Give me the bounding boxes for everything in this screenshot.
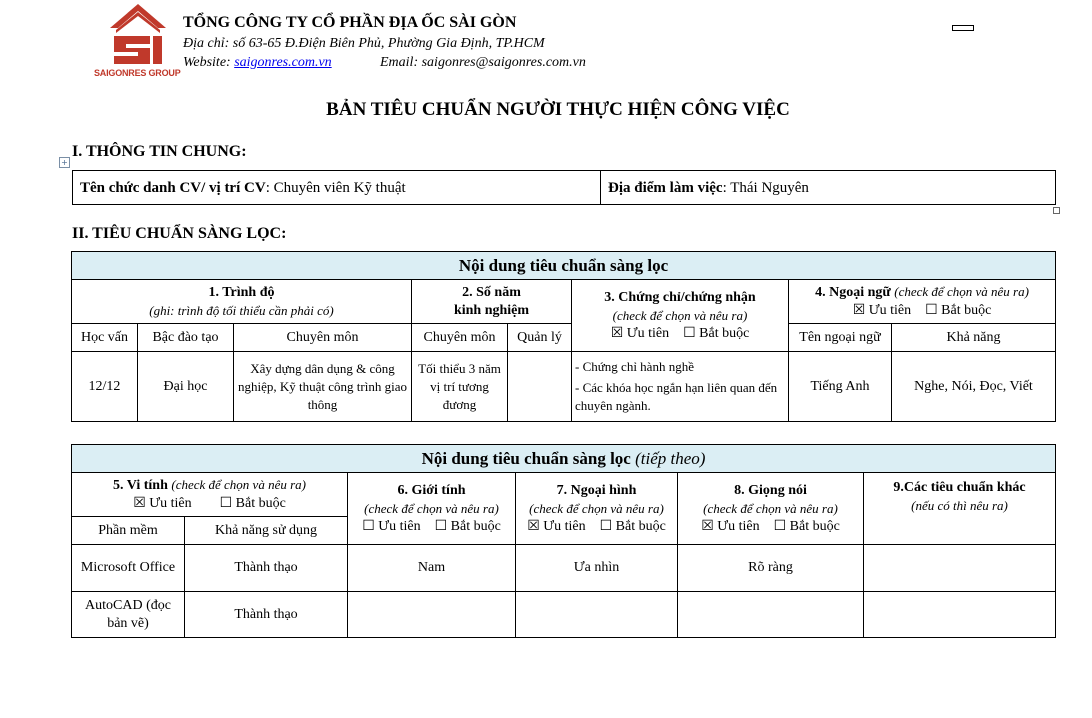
location-label: Địa điểm làm việc	[608, 179, 723, 196]
cell-kn-quan-ly	[508, 352, 572, 422]
cell-gender: Nam	[348, 545, 516, 592]
cell-kha-nang: Nghe, Nói, Đọc, Viết	[892, 352, 1056, 422]
certificate-title: 3. Chứng chỉ/chứng nhận	[604, 289, 756, 305]
website-link[interactable]: saigonres.com.vn	[234, 55, 332, 70]
chung-chi-item-2: - Các khóa học ngắn hạn liên quan đến chuyên ngành.	[575, 380, 778, 413]
certificate-header	[572, 280, 789, 352]
company-address: Địa chỉ: số 63-65 Đ.Điện Biên Phủ, Phường Gia Định, TP.HCM	[183, 36, 545, 51]
computer-header	[72, 473, 348, 517]
computer-priority-checkbox[interactable]: ☒ Ưu tiên	[133, 496, 192, 511]
voice-note: (check để chọn và nêu ra)	[703, 500, 838, 516]
voice-header	[678, 473, 864, 545]
voice-priority-checkbox[interactable]: ☒ Ưu tiên	[701, 518, 760, 534]
table1-title: Nội dung tiêu chuẩn sàng lọc	[72, 252, 1056, 280]
language-required-checkbox[interactable]: ☐ Bắt buộc	[925, 303, 992, 318]
col-ten-ngoai-ngu: Tên ngoại ngữ	[789, 324, 892, 352]
education-title: 1. Trình độ	[208, 284, 275, 300]
cell-ngoai-ngu: Tiếng Anh	[789, 352, 892, 422]
company-website	[183, 55, 332, 71]
col-chuyen-mon: Chuyên môn	[234, 324, 412, 352]
table-move-handle[interactable]: +	[59, 157, 70, 168]
col-kn-chuyen-mon: Chuyên môn	[412, 324, 508, 352]
gender-note: (check để chọn và nêu ra)	[364, 500, 499, 516]
section-general-info-heading: I. THÔNG TIN CHUNG:	[72, 143, 247, 160]
gender-required-checkbox[interactable]: ☐ Bắt buộc	[434, 518, 501, 534]
position-label: Tên chức danh CV/ vị trí CV	[80, 179, 266, 196]
computer-required-checkbox[interactable]: ☐ Bắt buộc	[219, 496, 286, 511]
voice-required-checkbox[interactable]: ☐ Bắt buộc	[773, 518, 840, 534]
language-title: 4. Ngoại ngữ	[815, 285, 891, 300]
computer-note: (check để chọn và nêu ra)	[171, 477, 306, 492]
cell-hoc-van: 12/12	[72, 352, 138, 422]
cell-other	[864, 545, 1056, 592]
cell-kn-chuyen-mon: Tối thiểu 3 năm vị trí tương đương	[412, 352, 508, 422]
computer-title: 5. Vi tính	[113, 478, 168, 493]
certificate-priority-checkbox[interactable]: ☒ Ưu tiên	[610, 325, 670, 341]
education-note: (ghi: trình độ tối thiểu cần phải có)	[149, 302, 334, 318]
cell-chung-chi	[572, 352, 789, 422]
col-bac-dao-tao: Bậc đào tạo	[138, 324, 234, 352]
table2-title	[72, 445, 1056, 473]
language-header	[789, 280, 1056, 324]
screening-table-2	[71, 444, 1056, 638]
header-textbox[interactable]	[952, 25, 974, 31]
cell-software: AutoCAD (đọc bản vẽ)	[72, 592, 185, 638]
screening-table-1	[71, 251, 1056, 422]
table-row	[72, 592, 1056, 638]
company-name: TỔNG CÔNG TY CỔ PHẦN ĐỊA ỐC SÀI GÒN	[183, 14, 517, 31]
company-email: Email: saigonres@saigonres.com.vn	[380, 55, 586, 70]
appearance-header	[516, 473, 678, 545]
cell-voice	[678, 592, 864, 638]
experience-header	[412, 280, 572, 324]
gender-priority-checkbox[interactable]: ☐ Ưu tiên	[362, 518, 421, 534]
other-note: (nếu có thì nêu ra)	[911, 498, 1008, 513]
cell-voice: Rõ ràng	[678, 545, 864, 592]
table-row	[72, 545, 1056, 592]
general-info-table	[72, 170, 1056, 205]
cell-bac-dao-tao: Đại học	[138, 352, 234, 422]
other-header	[864, 473, 1056, 545]
cell-chuyen-mon: Xây dựng dân dụng & công nghiệp, Kỹ thuật công trình giao thông	[234, 352, 412, 422]
cell-appearance: Ưa nhìn	[516, 545, 678, 592]
appearance-required-checkbox[interactable]: ☐ Bắt buộc	[599, 518, 666, 534]
cell-gender	[348, 592, 516, 638]
appearance-note: (check để chọn và nêu ra)	[529, 500, 664, 516]
experience-title-2: kinh nghiệm	[453, 302, 530, 318]
chung-chi-item-1: - Chứng chỉ hành nghề	[575, 359, 694, 374]
experience-title-1: 2. Số năm	[462, 284, 521, 300]
position-value: : Chuyên viên Kỹ thuật	[265, 179, 406, 196]
location-value: : Thái Nguyên	[722, 179, 809, 196]
col-hoc-van: Học vấn	[72, 324, 138, 352]
table2-title-suffix: (tiếp theo)	[635, 448, 706, 468]
certificate-required-checkbox[interactable]: ☐ Bắt buộc	[683, 325, 750, 341]
cell-appearance	[516, 592, 678, 638]
cell-skill: Thành thạo	[185, 545, 348, 592]
col-skill: Khả năng sử dụng	[185, 517, 348, 545]
cell-other	[864, 592, 1056, 638]
other-title: 9.Các tiêu chuẩn khác	[893, 480, 1026, 495]
voice-title: 8. Giọng nói	[734, 482, 807, 498]
col-software: Phần mềm	[72, 517, 185, 545]
table-resize-handle[interactable]	[1053, 207, 1060, 214]
col-kha-nang: Khả năng	[892, 324, 1056, 352]
language-priority-checkbox[interactable]: ☒ Ưu tiên	[852, 303, 912, 318]
language-note: (check để chọn và nêu ra)	[894, 284, 1029, 299]
appearance-priority-checkbox[interactable]: ☒ Ưu tiên	[527, 518, 586, 534]
education-header	[72, 280, 412, 324]
position-cell	[73, 171, 601, 205]
certificate-note: (check để chọn và nêu ra)	[612, 307, 748, 323]
table2-title-text: Nội dung tiêu chuẩn sàng lọc	[421, 448, 631, 468]
logo-caption: SAIGONRES GROUP	[94, 68, 181, 78]
section-screening-heading: II. TIÊU CHUẨN SÀNG LỌC:	[72, 225, 287, 242]
cell-skill: Thành thạo	[185, 592, 348, 638]
location-cell	[601, 171, 1056, 205]
website-label: Website:	[183, 55, 231, 70]
gender-header	[348, 473, 516, 545]
appearance-title: 7. Ngoại hình	[556, 482, 637, 498]
document-title: BẢN TIÊU CHUẨN NGƯỜI THỰC HIỆN CÔNG VIỆC	[326, 99, 790, 120]
gender-title: 6. Giới tính	[397, 482, 466, 498]
col-kn-quan-ly: Quản lý	[508, 324, 572, 352]
cell-software: Microsoft Office	[72, 545, 185, 592]
